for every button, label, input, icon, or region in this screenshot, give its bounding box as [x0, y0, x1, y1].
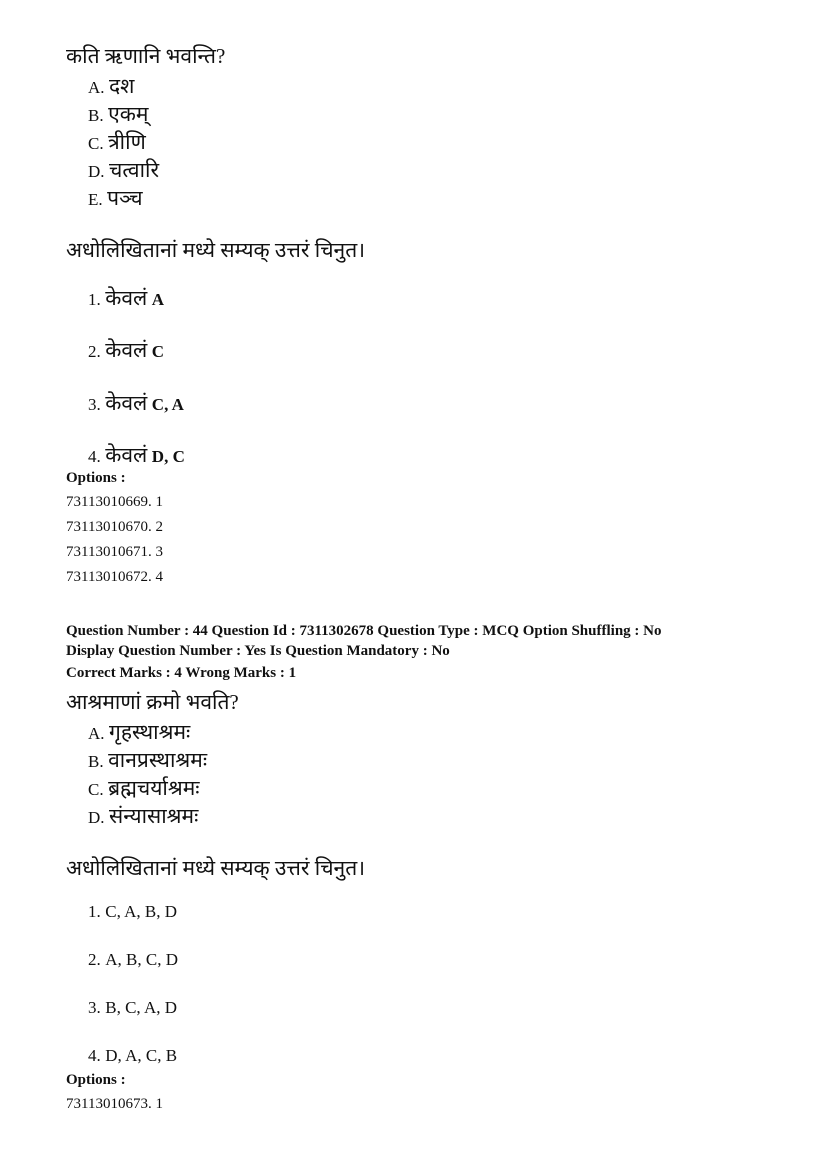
question-text: कति ऋणानि भवन्ति?	[66, 44, 226, 68]
answer-choice: 4. केवलं D, C	[88, 443, 185, 467]
question-meta	[66, 621, 662, 683]
meta-line: Display Question Number : Yes Is Question Mandatory : No	[66, 643, 450, 659]
options-label: Options :	[66, 470, 126, 486]
question-text: आश्रमाणां क्रमो भवति?	[66, 690, 239, 714]
list-item: C. त्रीणि	[88, 130, 146, 154]
answer-choice: 2. केवलं C	[88, 338, 165, 362]
options-label: Options :	[66, 1072, 126, 1088]
answer-choice: 2. A, B, C, D	[88, 950, 178, 969]
option-id: 73113010673. 1	[66, 1096, 163, 1112]
answer-choice: 1. केवलं A	[88, 286, 165, 310]
option-id: 73113010671. 3	[66, 544, 163, 560]
answer-choice: 1. C, A, B, D	[88, 902, 178, 921]
meta-line: Correct Marks : 4 Wrong Marks : 1	[66, 665, 297, 681]
option-id: 73113010672. 4	[66, 569, 163, 585]
list-item: B. एकम्	[88, 102, 149, 126]
option-id: 73113010670. 2	[66, 519, 163, 535]
answer-choice: 3. केवलं C, A	[88, 391, 184, 415]
meta-line: Question Number : 44 Question Id : 7311302678 Question Type : MCQ Option Shuffling : No	[66, 623, 662, 639]
instruction-text: अधोलिखितानां मध्ये सम्यक् उत्तरं चिनुत।	[66, 238, 366, 262]
list-item: B. वानप्रस्थाश्रमः	[88, 748, 208, 772]
list-item: A. गृहस्थाश्रमः	[88, 720, 191, 744]
answer-choice: 3. B, C, A, D	[88, 998, 178, 1017]
instruction-text: अधोलिखितानां मध्ये सम्यक् उत्तरं चिनुत।	[66, 856, 366, 880]
list-item: C. ब्रह्मचर्याश्रमः	[88, 776, 200, 800]
list-item: E. पञ्च	[88, 186, 143, 210]
list-item: D. संन्यासाश्रमः	[88, 804, 199, 828]
answer-choice: 4. D, A, C, B	[88, 1046, 178, 1065]
list-item: A. दश	[88, 74, 135, 98]
list-item: D. चत्वारि	[88, 158, 160, 182]
option-id: 73113010669. 1	[66, 494, 163, 510]
